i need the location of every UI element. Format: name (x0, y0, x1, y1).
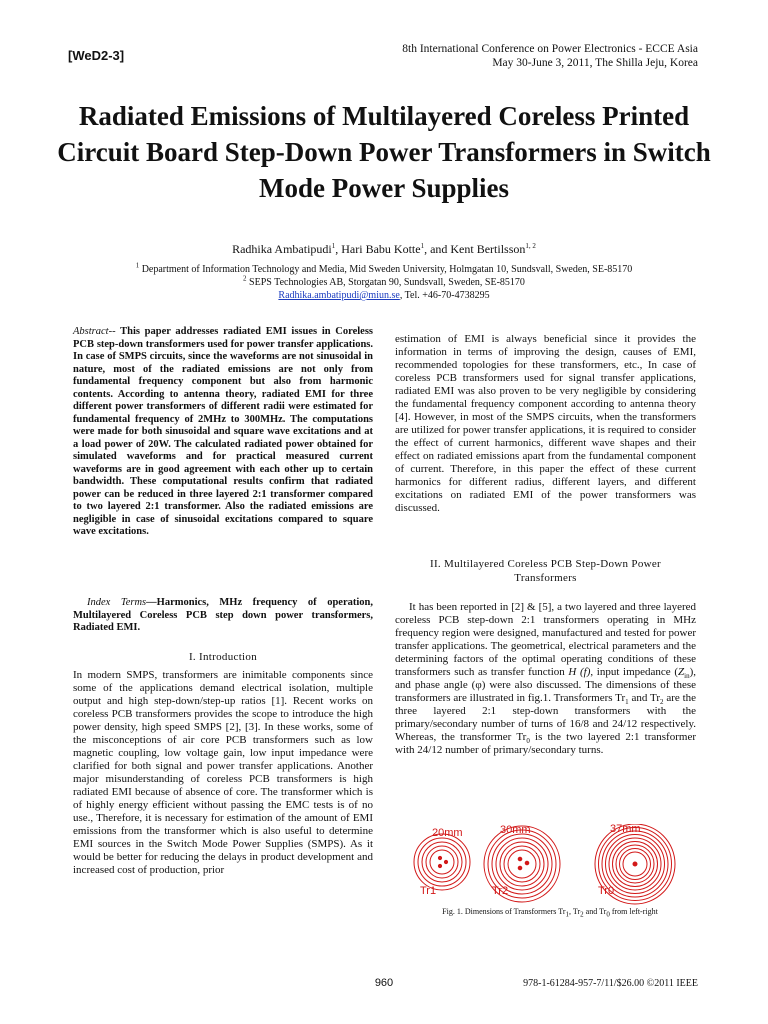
conference-info (402, 42, 698, 70)
abstract-lead: Abstract-- (73, 326, 116, 337)
caption-text: and Tr (583, 907, 607, 916)
section-heading-2 (395, 557, 696, 585)
figure-caption (400, 907, 700, 919)
author-1: Radhika Ambatipudi (232, 242, 332, 256)
paper-title: Radiated Emissions of Multilayered Coreless Printed Circuit Board Step-Down Power Transformers in Switch Mode Power Supplies (57, 101, 711, 203)
conference-date-venue: May 30-June 3, 2011, The Shilla Jeju, Korea (492, 57, 698, 69)
conference-name: 8th International Conference on Power Electronics - ECCE Asia (402, 43, 698, 55)
author-list (0, 242, 768, 257)
affiliation-2-text: SEPS Technologies AB, Storgatan 90, Sundsvall, Sweden, SE-85170 (249, 277, 525, 288)
figure-label-transformer: Tr0 (598, 885, 615, 897)
subscript: 1 (565, 910, 570, 919)
subscript: 0 (526, 737, 530, 746)
s2-text: , input impedance ( (590, 666, 679, 678)
section-heading-introduction: I. Introduction (188, 651, 258, 663)
abstract (73, 326, 373, 539)
telephone: , Tel. +46-70-4738295 (399, 290, 490, 301)
index-terms-body: —Harmonics, MHz frequency of operation, Multilayered Coreless PCB step down power transformers, Radiated EMI. (73, 597, 373, 633)
contact-line (0, 289, 768, 302)
paper-code: [WeD2-3] (68, 48, 125, 63)
s2-text: and Tr (628, 692, 660, 704)
section-2-body (395, 601, 696, 757)
subscript: 1 (625, 698, 629, 707)
index-terms (73, 597, 373, 635)
isbn-copyright: 978-1-61284-957-7/11/$26.00 ©2011 IEEE (523, 978, 698, 989)
figure-label-dimension: 37mm (610, 824, 641, 835)
section-heading-2-line-1: II. Multilayered Coreless PCB Step-Down Power (429, 558, 662, 570)
s2-text: are the three layered 2:1 step-down transformers with the primary/secondary number of turns of 16/8 and 24/12 respectively. Whereas, the transformer Tr (395, 692, 697, 743)
author-separator: , (335, 242, 342, 256)
figure-label-transformer: Tr1 (420, 885, 437, 897)
impedance-symbol: Z (678, 666, 685, 678)
abstract-body: This paper addresses radiated EMI issues in Coreless PCB step-down transformers used for power transfer applications. In case of SMPS circuits, since the waveforms are not sinusoidal in nature, most of the radiated emissions are not only from fundamental frequency component but also from harmonic contents. According to antenna theory, radiated EMI for three different power transformers of different radii were estimated for fundamental frequency of 2MHz to 300MHz. The computations were made for both sinusoidal and square wave excitations and at a load power of 20W. The calculated radiated power obtained for simulated waveforms and for practical measured current waveforms are in good agreement with each other up to certain bandwidth. These computational results confirm that radiated power can be reduced in three layered 2:1 transformer compared to two layered 2:1 transformer. Also the radiated emissions are negligible in case of sinusoidal excitations compared to square wave excitations. (73, 326, 373, 537)
section-heading-2-line-2: Transformers (514, 572, 577, 584)
s2-text: ), and phase angle (φ) were also discussed. The dimensions of these transformers are illustrated in fig.1. Transformers Tr (395, 666, 697, 704)
figure-label-transformer: Tr2 (492, 885, 509, 897)
author-1-affil: 1 (331, 242, 336, 250)
affiliation-1 (0, 263, 768, 276)
subscript: 0 (606, 910, 610, 919)
impedance-subscript: in (684, 672, 690, 681)
email-link[interactable]: Radhika.ambatipudi@miun.se (278, 290, 400, 301)
index-terms-lead: Index Terms (87, 597, 147, 608)
affiliation-1-number: 1 (135, 261, 140, 270)
subscript: 2 (660, 698, 664, 707)
author-3: Kent Bertilsson (450, 242, 526, 256)
author-2-affil: 1 (420, 242, 425, 250)
caption-text: Fig. 1. Dimensions of Transformers Tr (442, 907, 566, 916)
transformer-dimensions-figure (410, 824, 692, 906)
affiliation-1-text: Department of Information Technology and Media, Mid Sweden University, Holmgatan 10, Sundsvall, Sweden, SE-85170 (141, 264, 633, 275)
caption-text: from left-right (609, 907, 658, 916)
affiliations (0, 263, 768, 302)
author-separator: , and (424, 242, 451, 256)
figure-label-dimension: 20mm (432, 827, 463, 839)
s2-text: is the two layered 2:1 transformer with 24/12 number of primary/secondary turns. (395, 731, 696, 756)
coil-tr1 (414, 834, 470, 890)
author-2: Hari Babu Kotte (341, 242, 421, 256)
right-column-paragraph: estimation of EMI is always beneficial since it provides the information in terms of improving the design, causes of EMI, recommended topologies for these transformers, etc., In case of coreless PCB transformers used for signal transfer applications, radiated EMI was also proven to be very negligible by considering the fundamental frequency component according to antenna theory [4]. However, in most of the SMPS circuits, when the transformers are utilized for power transfer applications, it is required to consider the effect of current harmonics, different wave shapes and their effect on radiated emissions apart from the fundamental component of current. Therefore, in this paper the effect of these current harmonics for different radius, different layers, and different excitations on radiated EMI of the power transformers was discussed. (395, 333, 696, 514)
figure-label-dimension: 30mm (500, 824, 531, 836)
author-3-affil: 1, 2 (525, 242, 536, 250)
subscript: 2 (580, 910, 584, 919)
transfer-function-symbol: H (f) (568, 666, 591, 678)
introduction-body: In modern SMPS, transformers are inimitable components since some of the applications demand electrical isolation, multiple output and high step-down/step-up ratios [1]. Recent works on coreless PCB transformers provides the scope to introduce the high power density, high speed SMPS [2], [3]. In these works, some of the misconceptions of air core PCB transformers such as low magnetic coupling, low voltage gain, low input impedance were clarified for both signal and power transfer applications. Another major misunderstanding of coreless PCB transformers is high radiated EMI because of absence of core. The transformer which is of highly energy efficient without passing the EMC tests is of no use., Therefore, it is necessary for estimation of the amount of EMI emissions from the transformer which is also useful to determine EMI sources in the Switch Mode Power Supplies (SMPS). As it would be better for reducing the delays in product development and increased cost of production, prior (73, 669, 373, 876)
s2-text: It has been reported in [2] & [5], a two layered and three layered coreless PCB step-down 2:1 transformers operating in MHz frequency region were designed, manufactured and tested for power transfer applications. The geometrical, electrical parameters and the determining factors of the optimal operating conditions of these transformers such as transfer function (395, 601, 696, 678)
affiliation-2-number: 2 (243, 274, 247, 283)
page-number: 960 (374, 977, 394, 989)
affiliation-2 (0, 276, 768, 289)
caption-text: , Tr (569, 907, 581, 916)
